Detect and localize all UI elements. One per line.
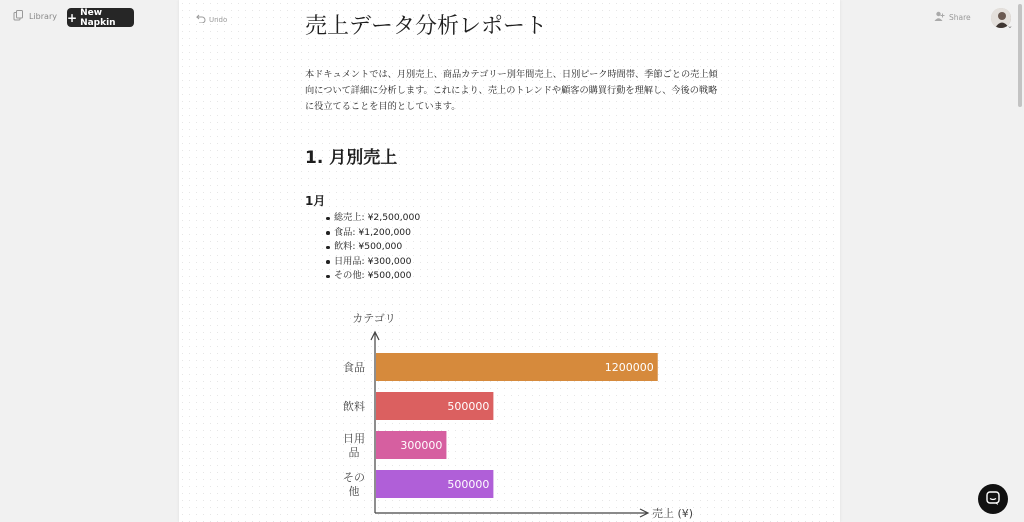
- chevron-down-icon[interactable]: ⌄: [1007, 22, 1013, 30]
- page-title[interactable]: 売上データ分析レポート: [305, 14, 548, 39]
- chat-support-button[interactable]: [978, 484, 1008, 514]
- plus-icon: +: [67, 10, 78, 25]
- category-tick-label: 日用品: [343, 432, 365, 459]
- list-item[interactable]: 日用品: ¥300,000: [326, 255, 420, 270]
- x-axis-label: 売上 (¥): [652, 507, 694, 520]
- list-item[interactable]: 総売上: ¥2,500,000: [326, 211, 420, 226]
- share-user-icon: [934, 11, 945, 23]
- share-button[interactable]: [934, 11, 971, 23]
- category-tick-label: 飲料: [343, 400, 365, 413]
- undo-icon: [196, 14, 206, 25]
- share-label: Share: [949, 12, 971, 22]
- intro-paragraph[interactable]: 本ドキュメントでは、月別売上、商品カテゴリー別年間売上、日別ピーク時間帯、季節ごとの売上傾向について詳細に分析します。これにより、売上のトレンドや顧客の購買行動を理解し、今後の戦略に役立てることを目的としています。: [305, 69, 718, 112]
- list-item[interactable]: 食品: ¥1,200,000: [326, 226, 420, 241]
- library-label: Library: [29, 12, 57, 21]
- category-tick-label: 食品: [343, 361, 365, 374]
- bar-value-label: 500000: [447, 478, 490, 491]
- subsection-heading[interactable]: 1月: [305, 194, 326, 208]
- bar-value-label: 1200000: [604, 361, 654, 374]
- undo-label: Undo: [209, 15, 228, 24]
- list-item[interactable]: 飲料: ¥500,000: [326, 240, 420, 255]
- library-icon: [13, 10, 24, 23]
- library-button[interactable]: [13, 10, 57, 23]
- new-napkin-label: New Napkin: [80, 7, 116, 28]
- sales-bullet-list: [326, 211, 420, 284]
- undo-button[interactable]: [196, 14, 227, 25]
- bar-value-label: 500000: [447, 400, 490, 413]
- new-napkin-button[interactable]: [67, 8, 134, 27]
- category-tick-label: その他: [343, 471, 365, 498]
- category-sales-bar-chart[interactable]: [330, 305, 710, 522]
- y-axis-label: カテゴリ: [352, 312, 396, 325]
- scrollbar-thumb[interactable]: [1018, 4, 1022, 107]
- chat-icon: [986, 490, 1000, 509]
- list-item[interactable]: その他: ¥500,000: [326, 269, 420, 284]
- section-heading[interactable]: 1. 月別売上: [305, 148, 398, 168]
- chart-bars: [343, 353, 658, 498]
- bar-value-label: 300000: [400, 439, 443, 452]
